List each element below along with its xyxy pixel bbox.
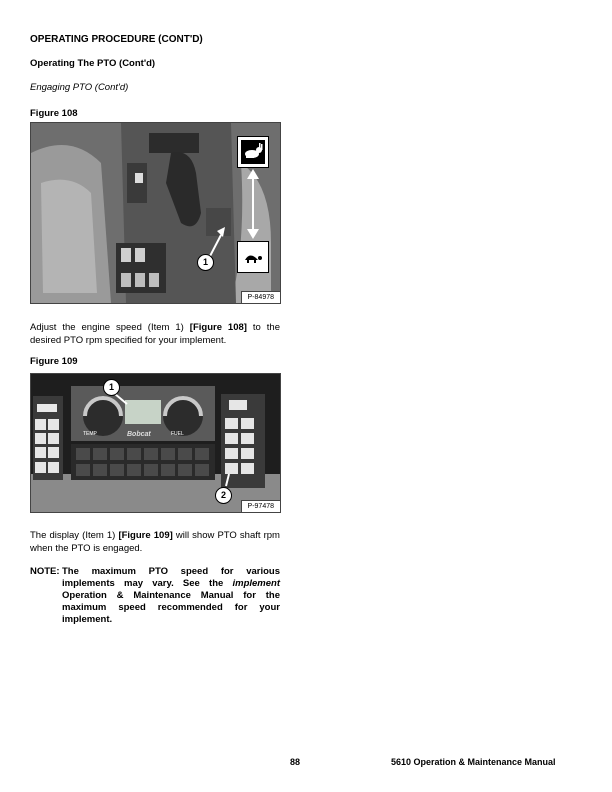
figure-108-label: Figure 108 (30, 108, 78, 119)
note-block (30, 566, 280, 626)
figure-109-photo (30, 373, 281, 513)
note-label: NOTE: (30, 566, 60, 577)
instrument-panel-illustration (31, 374, 280, 512)
figure-reference: [Figure 109] (118, 530, 173, 541)
paragraph-engine-speed: Adjust the engine speed (Item 1) [Figure 108] to the desired PTO rpm specified for your implement. (30, 322, 280, 346)
callout-item-2: 2 (215, 487, 232, 504)
rabbit-icon (237, 136, 269, 168)
figure-109-label: Figure 109 (30, 356, 78, 367)
callout-item-1: 1 (103, 379, 120, 396)
fuel-label: FUEL (171, 431, 184, 437)
figure-reference: [Figure 108] (189, 322, 247, 333)
brand-logo: Bobcat (127, 431, 151, 438)
topic-title: Engaging PTO (Cont'd) (30, 82, 129, 93)
paragraph-display: The display (Item 1) [Figure 109] will show PTO shaft rpm when the PTO is engaged. (30, 530, 280, 554)
callout-item-1: 1 (197, 254, 214, 271)
subsection-title: Operating The PTO (Cont'd) (30, 58, 156, 69)
page-number: 88 (290, 757, 301, 767)
figure-108-photo (30, 122, 281, 304)
temp-label: TEMP (83, 431, 97, 437)
part-code: P-84978 (241, 291, 280, 303)
turtle-icon (237, 241, 269, 273)
note-text: The maximum PTO speed for various implements may vary. See the implement Operation & Maintenance Manual for the maximum speed recommended for your implement. (62, 566, 280, 625)
manual-title: 5610 Operation & Maintenance Manual (391, 757, 556, 767)
part-code: P-97478 (241, 500, 280, 512)
section-title: OPERATING PROCEDURE (CONT'D) (30, 34, 203, 45)
